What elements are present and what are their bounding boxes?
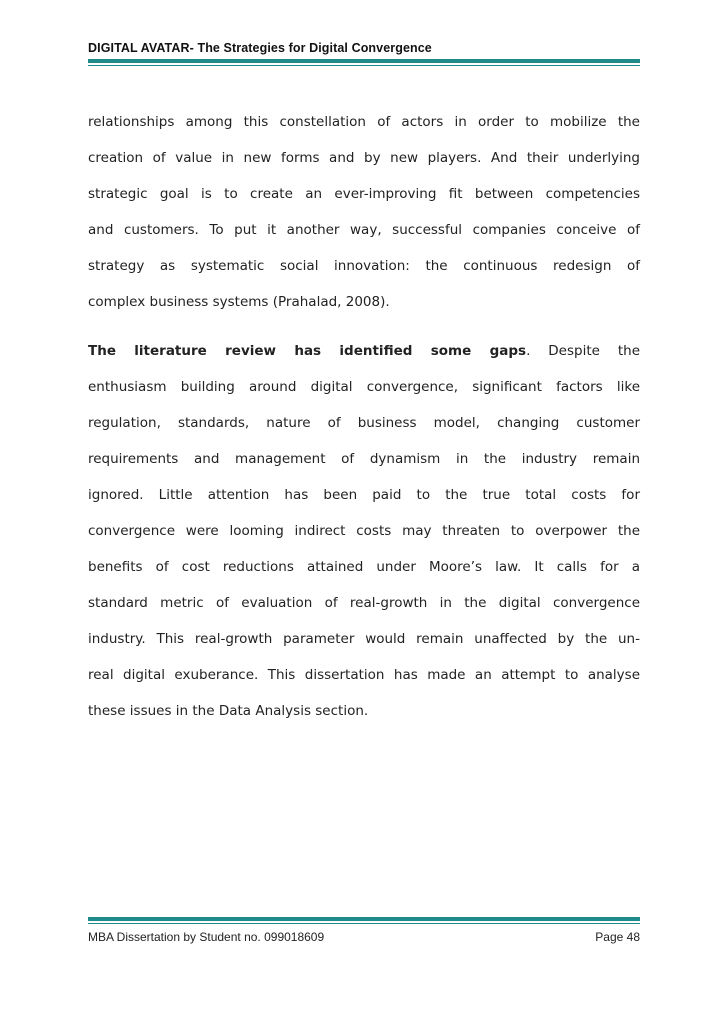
paragraph-1-line: relationships among this constellation of actors in order to mobilize the [88,114,640,130]
page-header [88,40,640,56]
paragraph-2-line: requirements and management of dynamism in the industry remain [88,451,640,467]
header-rule-thin [88,65,640,66]
paragraph-2-line: enthusiasm building around digital convergence, significant factors like [88,379,640,395]
paragraph-1-line: creation of value in new forms and by new players. And their underlying [88,150,640,166]
paragraph-2-line: real digital exuberance. This dissertation has made an attempt to analyse [88,667,640,683]
paragraph-2-line: regulation, standards, nature of business model, changing customer [88,415,640,431]
paragraph-2-line: standard metric of evaluation of real-growth in the digital convergence [88,595,640,611]
paragraph-2 [88,342,640,738]
paragraph-1 [88,113,640,329]
paragraph-1-line: and customers. To put it another way, successful companies conceive of [88,222,640,238]
paragraph-2-line: ignored. Little attention has been paid to the true total costs for [88,487,640,503]
footer-author: MBA Dissertation by Student no. 099018609 [88,930,325,944]
paragraph-1-line: strategy as systematic social innovation: the continuous redesign of [88,258,640,274]
paragraph-1-line: complex business systems (Prahalad, 2008). [88,294,390,310]
paragraph-2-line: industry. This real-growth parameter would remain unaffected by the un- [88,631,640,647]
paragraph-2-line: convergence were looming indirect costs may threaten to overpower the [88,523,640,539]
paragraph-1-line: strategic goal is to create an ever-improving fit between competencies [88,186,640,202]
paragraph-2-lead-rest: . Despite the [526,343,641,359]
header-title: DIGITAL AVATAR- The Strategies for Digital Convergence [88,41,432,55]
paragraph-2-lead-bold: The literature review has identified some gaps [88,343,527,359]
paragraph-2-line: these issues in the Data Analysis section. [88,703,369,719]
header-rule-thick [88,59,640,63]
footer-rule-thin [88,923,640,924]
footer-rule-thick [88,917,640,921]
paragraph-2-line: benefits of cost reductions attained under Moore’s law. It calls for a [88,559,640,575]
paragraph-2-first-line [88,342,640,378]
page-number: Page 48 [595,930,640,944]
